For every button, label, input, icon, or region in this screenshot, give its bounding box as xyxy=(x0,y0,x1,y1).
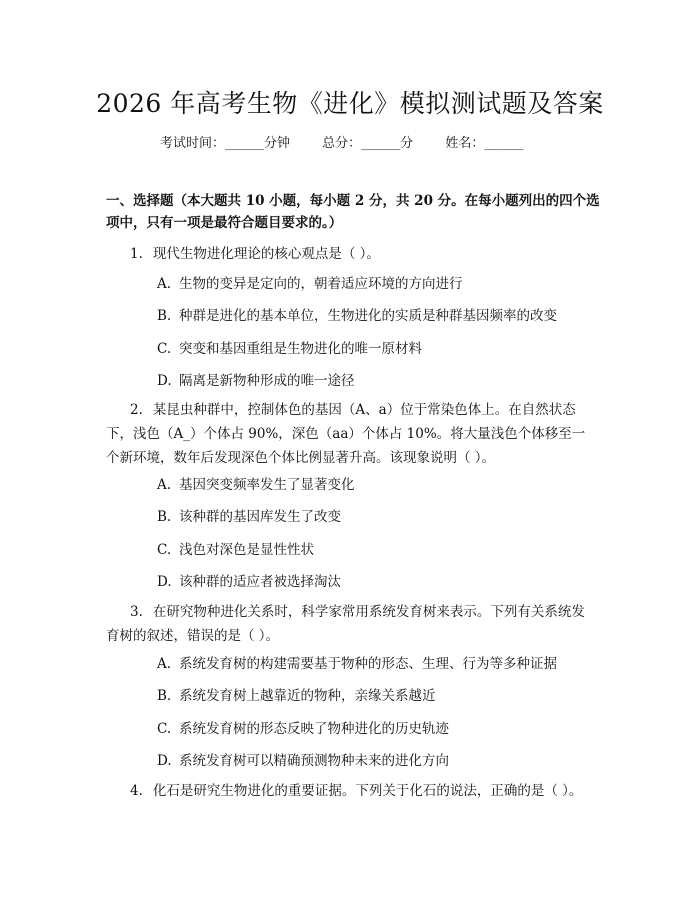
exam-time-field: 考试时间：______分钟 xyxy=(160,136,291,151)
question-3 xyxy=(106,600,596,648)
option-1c: C. 突变和基因重组是生物进化的唯一原材料 xyxy=(157,341,422,357)
section-heading: 一、选择题（本大题共 10 小题，每小题 2 分，共 20 分。在每小题列出的四个选项中，只有一项是最符合题目要求的。） xyxy=(106,193,600,231)
option-1a: A. 生物的变异是定向的，朝着适应环境的方向进行 xyxy=(157,276,463,292)
question-text: 化石是研究生物进化的重要证据。下列关于化石的说法，正确的是（ ）。 xyxy=(152,783,583,799)
question-number: 3. xyxy=(130,604,143,620)
option-2c: C. 浅色对深色是显性性状 xyxy=(157,542,314,558)
question-4 xyxy=(106,779,596,803)
question-number: 1. xyxy=(130,246,143,262)
question-1 xyxy=(106,242,596,266)
option-3a: A. 系统发育树的构建需要基于物种的形态、生理、行为等多种证据 xyxy=(157,656,557,672)
option-3b: B. 系统发育树上越靠近的物种，亲缘关系越近 xyxy=(157,688,436,704)
option-2b: B. 该种群的基因库发生了改变 xyxy=(157,509,341,525)
option-2a: A. 基因突变频率发生了显著变化 xyxy=(157,477,355,493)
question-2 xyxy=(106,398,596,470)
question-text: 某昆虫种群中，控制体色的基因（A、a）位于常染色体上。在自然状态下，浅色（A_）个体占 90%，深色（aa）个体占 10%。将大量浅色个体移至一个新环境，数年后发现深色个体比例显著升高。该现象说明（ ）。 xyxy=(106,402,586,466)
option-3c: C. 系统发育树的形态反映了物种进化的历史轨迹 xyxy=(157,721,449,737)
option-1d: D. 隔离是新物种形成的唯一途径 xyxy=(157,373,355,389)
question-number: 2. xyxy=(130,402,143,418)
student-name-field: 姓名：______ xyxy=(445,136,524,151)
option-1b: B. 种群是进化的基本单位，生物进化的实质是种群基因频率的改变 xyxy=(157,308,557,324)
option-2d: D. 该种群的适应者被选择淘汰 xyxy=(157,574,341,590)
question-text: 在研究物种进化关系时，科学家常用系统发育树来表示。下列有关系统发育树的叙述，错误的是（ ）。 xyxy=(106,604,585,644)
question-number: 4. xyxy=(130,783,143,799)
option-3d: D. 系统发育树可以精确预测物种未来的进化方向 xyxy=(157,753,449,769)
document-title: 2026 年高考生物《进化》模拟测试题及答案 xyxy=(96,89,604,118)
total-score-field: 总分：______分 xyxy=(322,136,414,151)
exam-info-line xyxy=(160,132,523,151)
question-text: 现代生物进化理论的核心观点是（ ）。 xyxy=(152,246,380,262)
